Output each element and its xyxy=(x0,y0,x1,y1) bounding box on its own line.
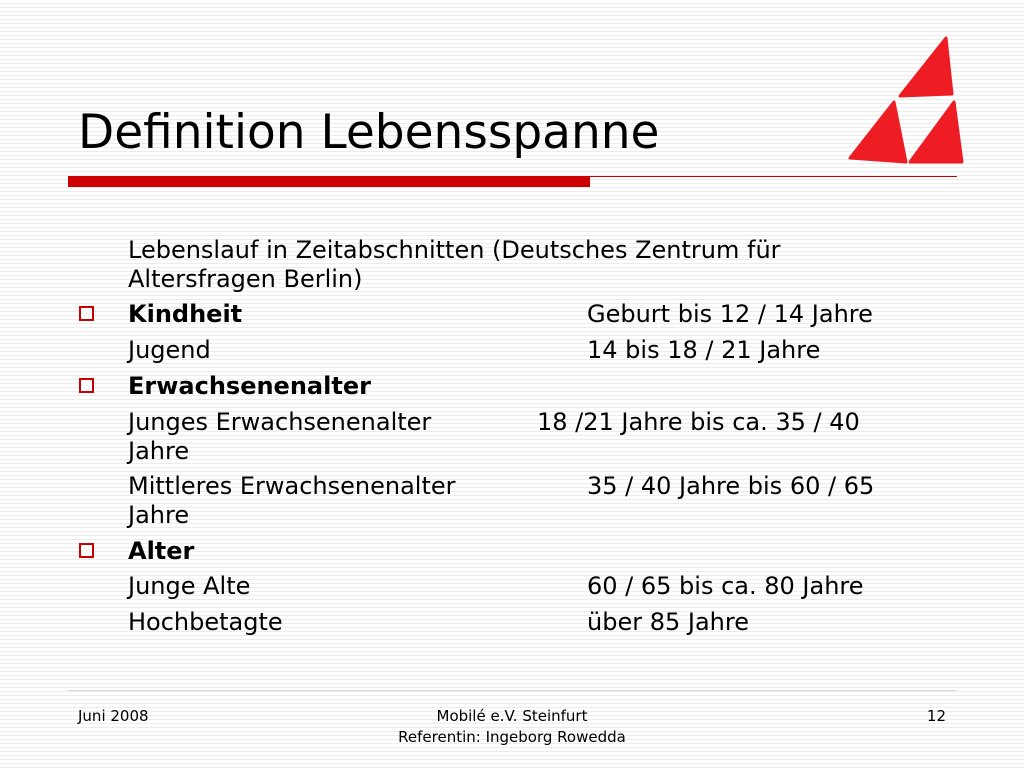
footer-organization: Mobilé e.V. Steinfurt xyxy=(436,707,588,725)
row-value-hochbetagte: über 85 Jahre xyxy=(587,608,749,636)
hollow-square-bullet-icon xyxy=(79,543,94,558)
logo-triangle-top xyxy=(900,38,952,96)
slide-number: 12 xyxy=(926,707,946,725)
section-value-kindheit: Geburt bis 12 / 14 Jahre xyxy=(587,300,873,328)
title-underline-bar xyxy=(68,176,590,187)
slide-title: Definition Lebensspanne xyxy=(78,105,660,160)
title-underline-thin xyxy=(590,176,957,177)
row-value-jugend: 14 bis 18 / 21 Jahre xyxy=(587,336,821,364)
footer-date: Juni 2008 xyxy=(78,707,149,725)
footer-speaker: Referentin: Ingeborg Rowedda xyxy=(398,728,626,746)
row-value-continuation: Jahre xyxy=(128,437,190,465)
footer-divider xyxy=(68,690,956,691)
row-label-junge-alte: Junge Alte xyxy=(128,572,251,600)
intro-line-2: Altersfragen Berlin) xyxy=(128,265,363,293)
row-value-junge-alte: 60 / 65 bis ca. 80 Jahre xyxy=(587,572,864,600)
logo-triangle-right xyxy=(910,102,962,162)
row-label-hochbetagte: Hochbetagte xyxy=(128,608,283,636)
triangle-logo-icon xyxy=(846,36,966,166)
hollow-square-bullet-icon xyxy=(79,306,94,321)
hollow-square-bullet-icon xyxy=(79,378,94,393)
section-heading-erwachsenenalter: Erwachsenenalter xyxy=(128,372,371,400)
intro-line-1: Lebenslauf in Zeitabschnitten (Deutsches Zentrum für xyxy=(128,236,781,264)
row-label-mittleres-erwachsenenalter: Mittleres Erwachsenenalter xyxy=(128,472,456,500)
row-label-jugend: Jugend xyxy=(128,336,211,364)
row-value-continuation: Jahre xyxy=(128,501,190,529)
logo-triangle-left xyxy=(850,102,906,162)
row-value-mittleres-erwachsenenalter: 35 / 40 Jahre bis 60 / 65 xyxy=(587,472,875,500)
section-heading-alter: Alter xyxy=(128,537,195,565)
row-value-junges-erwachsenenalter: 18 /21 Jahre bis ca. 35 / 40 xyxy=(537,408,860,436)
footer-center-block xyxy=(362,706,662,748)
section-heading-kindheit: Kindheit xyxy=(128,300,243,328)
row-label-junges-erwachsenenalter: Junges Erwachsenenalter xyxy=(128,408,432,436)
